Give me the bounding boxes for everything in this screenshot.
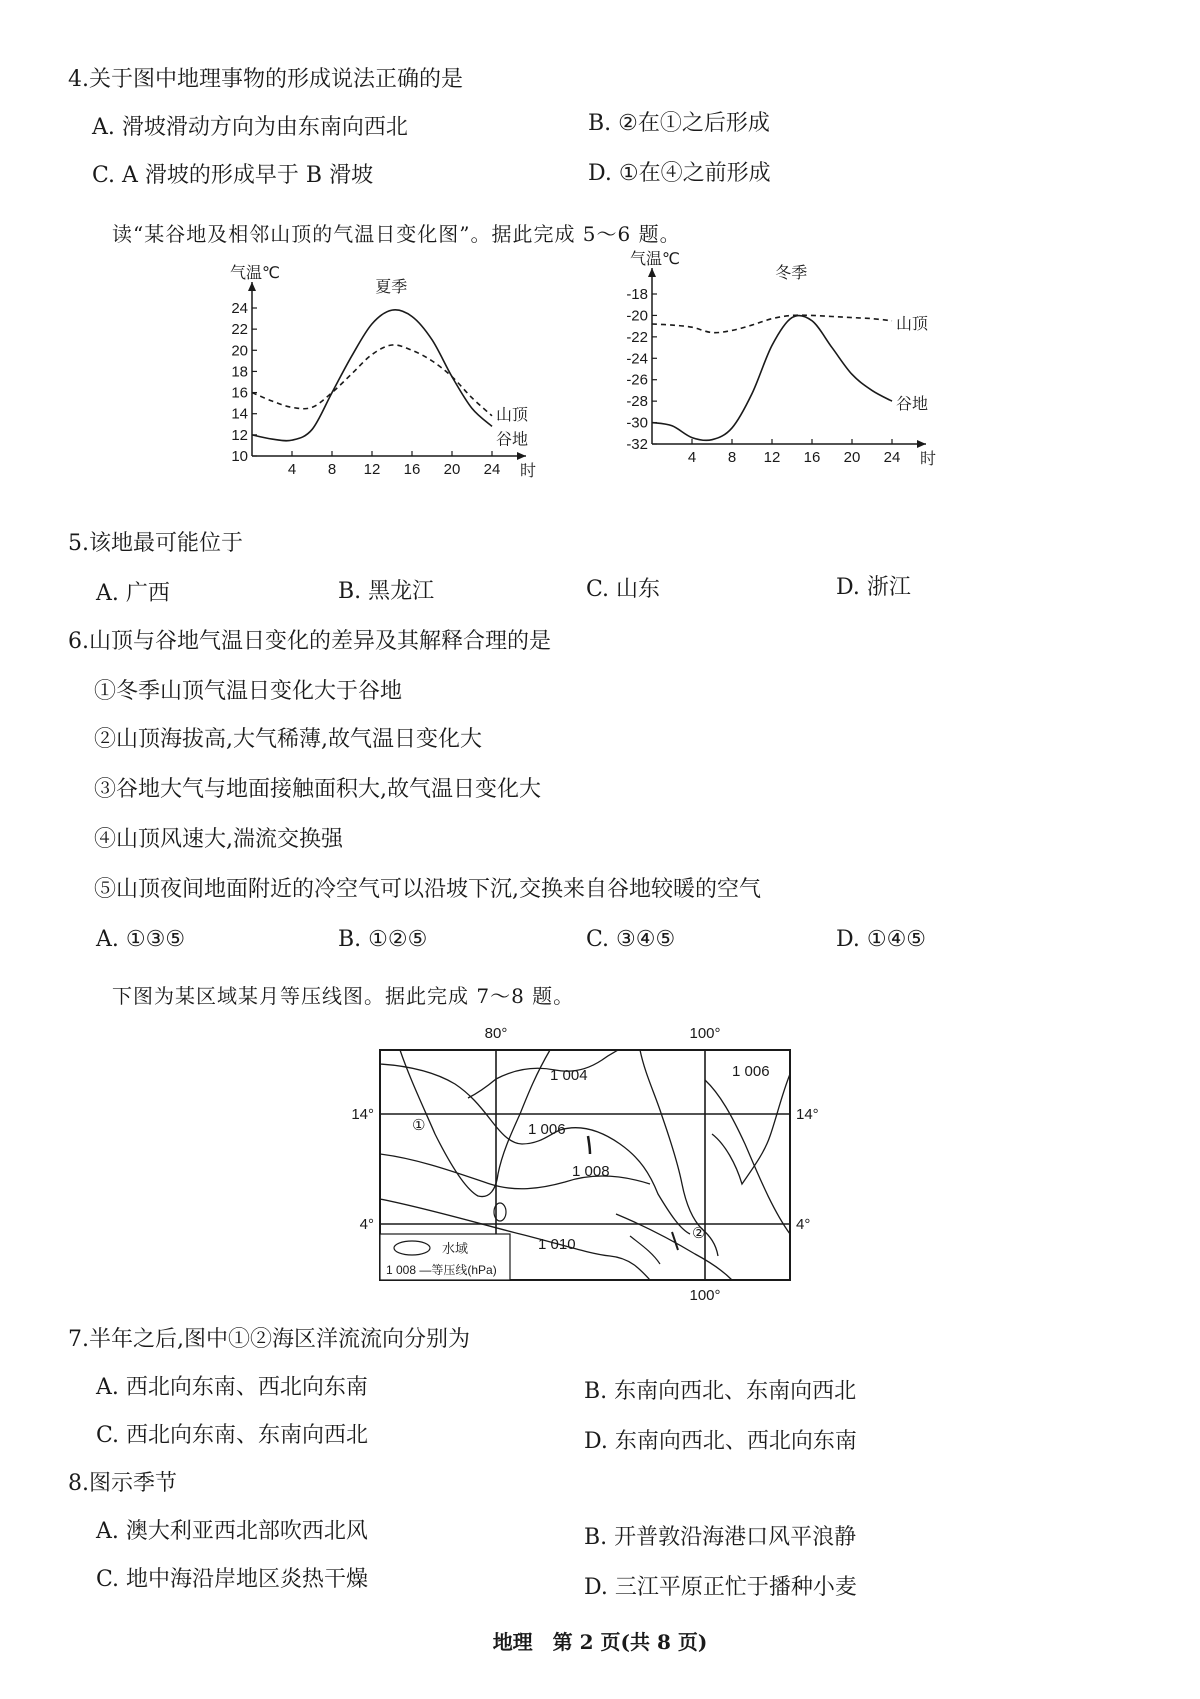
x-axis-label: 时 (520, 463, 537, 480)
q7-stem: 7.半年之后,图中①②海区洋流流向分别为 (68, 1327, 470, 1352)
q4-option-b: B. ②在①之后形成 (588, 111, 770, 136)
lat-label-14-right: 14° (796, 1106, 819, 1123)
q7-option-d: D. 东南向西北、西北向东南 (584, 1429, 857, 1454)
lon-label-100-top: 100° (689, 1025, 721, 1042)
q6-statement-4: ④山顶风速大,湍流交换强 (94, 827, 343, 852)
y-tick-label: -30 (626, 414, 648, 432)
x-tick-label: 8 (727, 449, 737, 466)
q4-option-c: C. A 滑坡的形成早于 B 滑坡 (92, 163, 374, 188)
legend-water-label: 水域 (442, 1241, 469, 1256)
isobar-label-1006-west: 1 006 (528, 1121, 566, 1138)
series-label: 谷地 (896, 396, 929, 414)
series-line-valley (252, 310, 492, 441)
series-label: 谷地 (496, 431, 529, 449)
q5-stem: 5.该地最可能位于 (68, 531, 243, 556)
island-outline (630, 1236, 660, 1264)
q4-stem: 4.关于图中地理事物的形成说法正确的是 (68, 67, 463, 92)
x-tick-label: 12 (363, 461, 381, 478)
y-tick-label: -24 (626, 350, 648, 368)
x-tick-label: 24 (483, 461, 501, 478)
isobar-1006-west (380, 1064, 690, 1234)
q8-option-c: C. 地中海沿岸地区炎热干燥 (96, 1567, 369, 1592)
y-axis-label: 气温℃ (230, 265, 280, 282)
marker-2: ② (692, 1225, 706, 1242)
q4-option-d: D. ①在④之前形成 (588, 161, 771, 186)
lat-label-14-left: 14° (351, 1106, 374, 1123)
isobar-label-1004: 1 004 (550, 1067, 588, 1084)
q5-option-a: A. 广西 (96, 581, 170, 606)
y-tick-label: -18 (626, 286, 648, 303)
q8-option-d: D. 三江平原正忙于播种小麦 (584, 1575, 857, 1600)
y-tick-label: 22 (231, 321, 248, 339)
x-tick-label: 16 (803, 449, 821, 466)
y-axis-arrow (248, 282, 256, 291)
q6-statement-2: ②山顶海拔高,大气稀薄,故气温日变化大 (94, 727, 482, 752)
y-tick-label: -26 (626, 371, 648, 389)
series-line-mountain-top (652, 315, 892, 333)
q7-option-a: A. 西北向东南、西北向东南 (96, 1375, 368, 1400)
x-axis-label: 时 (920, 451, 937, 468)
marker-1: ① (412, 1117, 426, 1134)
y-tick-label: -28 (626, 393, 648, 411)
isobar-1004 (468, 1050, 618, 1098)
y-axis-label: 气温℃ (630, 251, 680, 268)
y-tick-label: 12 (231, 426, 248, 444)
q5-option-c: C. 山东 (586, 577, 661, 602)
x-tick-label: 4 (287, 461, 297, 478)
x-axis-arrow (917, 440, 926, 448)
lon-label-100-bottom: 100° (689, 1287, 721, 1304)
y-tick-label: -20 (626, 307, 648, 325)
q6-option-d: D. ①④⑤ (836, 927, 927, 952)
q6-option-b: B. ①②⑤ (338, 927, 428, 952)
q6-stem: 6.山顶与谷地气温日变化的差异及其解释合理的是 (68, 629, 551, 654)
series-label: 山顶 (896, 315, 929, 333)
q6-statement-1: ①冬季山顶气温日变化大于谷地 (94, 679, 403, 704)
isobar-label-1008: 1 008 (572, 1163, 610, 1180)
andaman-island (588, 1136, 590, 1154)
q6-statement-3: ③谷地大气与地面接触面积大,故气温日变化大 (94, 777, 541, 802)
y-tick-label: 24 (231, 300, 248, 317)
q7-option-b: B. 东南向西北、东南向西北 (584, 1379, 857, 1404)
q6-option-c: C. ③④⑤ (586, 927, 676, 952)
x-tick-label: 20 (443, 461, 461, 478)
series-line-mountain-top (252, 345, 492, 416)
x-tick-label: 16 (403, 461, 421, 478)
isobar-map (340, 1024, 830, 1304)
y-tick-label: 14 (231, 405, 248, 423)
y-tick-label: 20 (231, 342, 248, 360)
q6-statement-5: ⑤山顶夜间地面附近的冷空气可以沿坡下沉,交换来自谷地较暖的空气 (94, 877, 761, 902)
gulf-coastline (712, 1074, 790, 1184)
x-tick-label: 24 (883, 449, 901, 466)
lat-label-4-left: 4° (359, 1216, 374, 1233)
q4-option-a: A. 滑坡滑动方向为由东南向西北 (92, 115, 408, 140)
q5-option-d: D. 浙江 (836, 575, 911, 600)
lon-label-80-top: 80° (484, 1025, 508, 1042)
lat-label-4-right: 4° (796, 1216, 811, 1233)
q8-stem: 8.图示季节 (68, 1471, 177, 1496)
isobar-label-1006-east: 1 006 (732, 1063, 770, 1080)
y-axis-arrow (648, 268, 656, 277)
isobar-label-1010: 1 010 (538, 1236, 576, 1253)
intro-q7-8: 下图为某区域某月等压线图。据此完成 7～8 题。 (112, 984, 575, 1008)
q8-option-a: A. 澳大利亚西北部吹西北风 (96, 1519, 368, 1544)
winter-temperature-chart (620, 251, 980, 502)
q5-option-b: B. 黑龙江 (338, 579, 435, 604)
x-tick-label: 8 (327, 461, 337, 478)
x-axis-arrow (517, 452, 526, 460)
y-tick-label: 10 (231, 448, 248, 465)
q8-option-b: B. 开普敦沿海港口风平浪静 (584, 1525, 857, 1550)
q7-option-c: C. 西北向东南、东南向西北 (96, 1423, 369, 1448)
page-footer: 地理 第 2 页(共 8 页) (492, 1630, 708, 1654)
summer-temperature-chart (220, 265, 600, 510)
series-label: 山顶 (496, 406, 529, 424)
y-tick-label: -32 (626, 436, 648, 453)
isobar-1006-east (705, 1080, 790, 1234)
x-tick-label: 4 (687, 449, 697, 466)
q6-option-a: A. ①③⑤ (96, 927, 186, 952)
x-tick-label: 20 (843, 449, 861, 466)
chart-title: 夏季 (375, 279, 408, 296)
y-tick-label: 16 (231, 384, 248, 402)
chart-title: 冬季 (775, 265, 808, 282)
y-tick-label: -22 (626, 328, 648, 346)
x-tick-label: 12 (763, 449, 781, 466)
series-line-valley (652, 315, 892, 440)
y-tick-label: 18 (231, 363, 248, 381)
legend-isobar-label: 1 008 —等压线(hPa) (386, 1263, 497, 1277)
intro-q5-6: 读“某谷地及相邻山顶的气温日变化图”。据此完成 5～6 题。 (112, 222, 681, 246)
